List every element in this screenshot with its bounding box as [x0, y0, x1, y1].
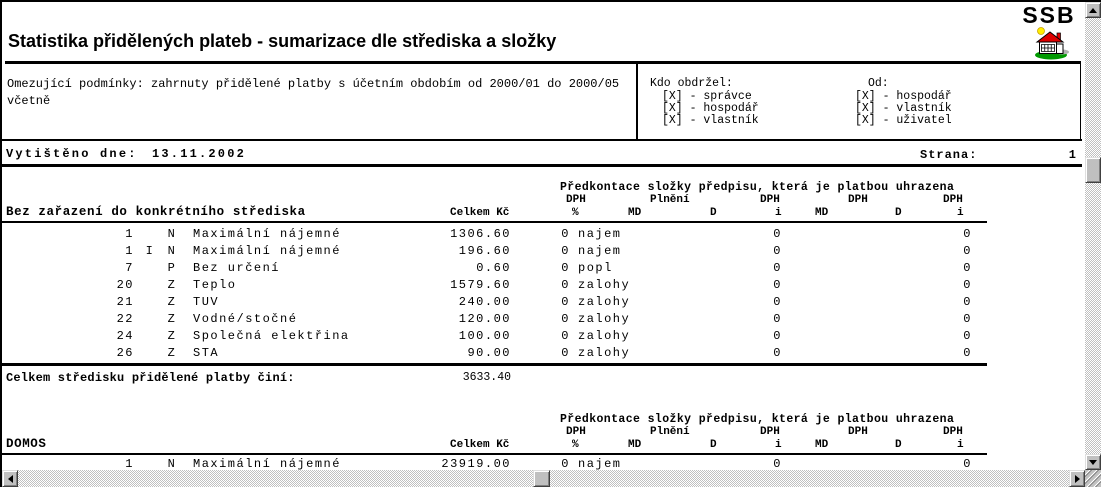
row-total: 90.00 — [467, 346, 511, 360]
row-dph-i: 0 — [963, 261, 972, 275]
col-header-i: i — [957, 439, 964, 451]
row-name: Vodné/stočné — [193, 312, 298, 326]
row-name: Maximální nájemné — [193, 457, 341, 470]
row-number: 7 — [125, 261, 134, 275]
group-header-dph: DPH — [566, 194, 586, 206]
header-rule-bottom — [2, 164, 1082, 167]
row-type: N — [167, 244, 177, 258]
row-md: popl — [578, 261, 613, 275]
group-header-dph: DPH — [760, 426, 780, 438]
row-number: 1 — [125, 227, 134, 241]
row-type: N — [167, 457, 177, 470]
col-header-md: MD — [628, 207, 642, 219]
conditions-line1: Omezující podmínky: zahrnuty přidělené platby s účetním obdobím od 2000/01 do 2000/05 — [7, 77, 620, 91]
row-dph-i: 0 — [963, 227, 972, 241]
section1-rows — [2, 226, 1085, 362]
row-type: Z — [167, 329, 177, 343]
col-header-md: MD — [815, 439, 829, 451]
row-dph-pct: 0 — [561, 329, 570, 343]
scroll-down-button[interactable] — [1085, 454, 1101, 470]
recipient-item: [X] - správce — [662, 90, 752, 103]
table-row — [2, 456, 1085, 470]
row-number: 22 — [116, 312, 134, 326]
row-dph-i: 0 — [773, 346, 782, 360]
col-header-md: MD — [815, 207, 829, 219]
up-arrow-icon — [1089, 8, 1097, 13]
row-number: 1 — [125, 244, 134, 258]
left-arrow-icon — [8, 475, 13, 483]
row-dph-pct: 0 — [561, 295, 570, 309]
group-header-plneni: Plnění — [650, 194, 690, 206]
row-dph-pct: 0 — [561, 261, 570, 275]
row-name: Teplo — [193, 278, 237, 292]
col-header-total: Celkem Kč — [450, 439, 510, 451]
row-number: 20 — [116, 278, 134, 292]
house-icon — [1030, 25, 1072, 61]
row-dph-pct: 0 — [561, 312, 570, 326]
recipient-item: [X] - vlastník — [662, 114, 759, 127]
col-header-md: MD — [628, 439, 642, 451]
table-row — [2, 226, 1085, 243]
table-row — [2, 311, 1085, 328]
row-dph-i: 0 — [773, 312, 782, 326]
header-underline — [2, 453, 987, 455]
row-total: 120.00 — [458, 312, 511, 326]
table-banner: Předkontace složky předpisu, která je platbou uhrazena — [560, 181, 955, 194]
logo-text: SSB — [1022, 2, 1076, 28]
row-name: Společná elektřina — [193, 329, 350, 343]
row-total: 240.00 — [458, 295, 511, 309]
row-dph-i: 0 — [773, 261, 782, 275]
section-name: Bez zařazení do konkrétního střediska — [6, 205, 306, 219]
recipient-item: [X] - hospodář — [662, 102, 759, 115]
row-name: STA — [193, 346, 220, 360]
group-header-dph: DPH — [943, 194, 963, 206]
row-total: 100.00 — [458, 329, 511, 343]
row-dph-i: 0 — [773, 278, 782, 292]
table-header-section1 — [2, 181, 1085, 225]
table-row — [2, 294, 1085, 311]
vertical-scrollbar-thumb[interactable] — [1085, 157, 1101, 183]
table-row — [2, 328, 1085, 345]
row-dph-i: 0 — [963, 244, 972, 258]
sender-item: [X] - uživatel — [855, 114, 952, 127]
row-dph-pct: 0 — [561, 346, 570, 360]
row-type: Z — [167, 278, 177, 292]
row-type: N — [167, 227, 177, 241]
report-page — [2, 2, 1085, 470]
sender-item: [X] - hospodář — [855, 90, 952, 103]
row-dph-pct: 0 — [561, 278, 570, 292]
title-rule — [5, 61, 1081, 64]
row-dph-pct: 0 — [561, 227, 570, 241]
row-total: 1579.60 — [450, 278, 511, 292]
table-row — [2, 277, 1085, 294]
col-header-i: i — [775, 439, 782, 451]
page-number: 1 — [1068, 148, 1076, 162]
printed-date-value: 13.11.2002 — [152, 147, 247, 161]
scroll-left-button[interactable] — [2, 470, 18, 487]
horizontal-scrollbar[interactable] — [2, 470, 1085, 487]
down-arrow-icon — [1089, 460, 1097, 465]
section1-total-rule — [2, 363, 987, 366]
row-dph-i: 0 — [773, 329, 782, 343]
row-total: 1306.60 — [450, 227, 511, 241]
table-row — [2, 243, 1085, 260]
row-md: najem — [578, 227, 622, 241]
header-underline — [2, 221, 987, 223]
row-type: Z — [167, 295, 177, 309]
row-number: 1 — [125, 457, 134, 470]
scroll-right-button[interactable] — [1069, 470, 1085, 487]
row-dph-i: 0 — [773, 244, 782, 258]
section-name: DOMOS — [6, 437, 47, 451]
resize-grip[interactable] — [1085, 470, 1101, 487]
row-md: zalohy — [578, 312, 631, 326]
col-header-i: i — [957, 207, 964, 219]
sender-item: [X] - vlastník — [855, 102, 952, 115]
row-dph-i: 0 — [773, 227, 782, 241]
col-header-d: D — [710, 207, 717, 219]
row-dph-i: 0 — [963, 278, 972, 292]
row-total: 196.60 — [458, 244, 511, 258]
row-md: zalohy — [578, 295, 631, 309]
printed-date-label: Vytištěno dne: — [6, 147, 138, 161]
row-dph-i: 0 — [773, 457, 782, 470]
recipients-title: Kdo obdržel: — [650, 77, 733, 90]
col-header-d: D — [710, 439, 717, 451]
horizontal-scrollbar-thumb[interactable] — [533, 470, 550, 487]
vertical-scrollbar[interactable] — [1085, 2, 1101, 470]
group-header-dph: DPH — [848, 194, 868, 206]
row-type: Z — [167, 346, 177, 360]
table-row — [2, 260, 1085, 277]
report-title: Statistika přidělených plateb - sumarizace dle střediska a složky — [8, 31, 557, 51]
row-number: 21 — [116, 295, 134, 309]
row-md: zalohy — [578, 278, 631, 292]
row-total: 0.60 — [476, 261, 511, 275]
table-header-section2 — [2, 413, 1085, 457]
row-type: Z — [167, 312, 177, 326]
right-arrow-icon — [1075, 475, 1080, 483]
col-header-total: Celkem Kč — [450, 207, 510, 219]
group-header-dph: DPH — [848, 426, 868, 438]
table-banner: Předkontace složky předpisu, která je platbou uhrazena — [560, 413, 955, 426]
row-dph-pct: 0 — [561, 244, 570, 258]
row-dph-i: 0 — [963, 312, 972, 326]
row-md: najem — [578, 457, 622, 470]
group-header-plneni: Plnění — [650, 426, 690, 438]
conditions-line2: včetně — [7, 94, 51, 108]
conditions-divider — [636, 63, 638, 139]
row-dph-pct: 0 — [561, 457, 570, 470]
row-flag: I — [145, 244, 155, 258]
col-header-i: i — [775, 207, 782, 219]
row-name: Maximální nájemné — [193, 244, 341, 258]
scroll-up-button[interactable] — [1085, 2, 1101, 18]
row-name: TUV — [193, 295, 220, 309]
row-dph-i: 0 — [963, 295, 972, 309]
group-header-dph: DPH — [760, 194, 780, 206]
conditions-right-edge — [1080, 63, 1081, 139]
row-total: 23919.00 — [441, 457, 511, 470]
row-name: Maximální nájemné — [193, 227, 341, 241]
page-label: Strana: — [920, 148, 978, 162]
section1-summary-value: 3633.40 — [462, 371, 511, 384]
col-header-d: D — [895, 439, 902, 451]
col-header-d: D — [895, 207, 902, 219]
row-number: 26 — [116, 346, 134, 360]
row-dph-i: 0 — [963, 329, 972, 343]
row-dph-i: 0 — [773, 295, 782, 309]
group-header-dph: DPH — [943, 426, 963, 438]
row-type: P — [167, 261, 177, 275]
row-number: 24 — [116, 329, 134, 343]
senders-title: Od: — [868, 77, 889, 90]
row-md: najem — [578, 244, 622, 258]
table-row — [2, 345, 1085, 362]
col-header-pct: % — [572, 439, 579, 451]
row-dph-i: 0 — [963, 346, 972, 360]
section1-summary-label: Celkem středisku přidělené platby činí: — [6, 371, 295, 385]
row-name: Bez určení — [193, 261, 281, 275]
row-dph-i: 0 — [963, 457, 972, 470]
section2-rows — [2, 456, 1085, 470]
row-md: zalohy — [578, 346, 631, 360]
header-rule-top — [2, 139, 1082, 141]
row-md: zalohy — [578, 329, 631, 343]
col-header-pct: % — [572, 207, 579, 219]
group-header-dph: DPH — [566, 426, 586, 438]
